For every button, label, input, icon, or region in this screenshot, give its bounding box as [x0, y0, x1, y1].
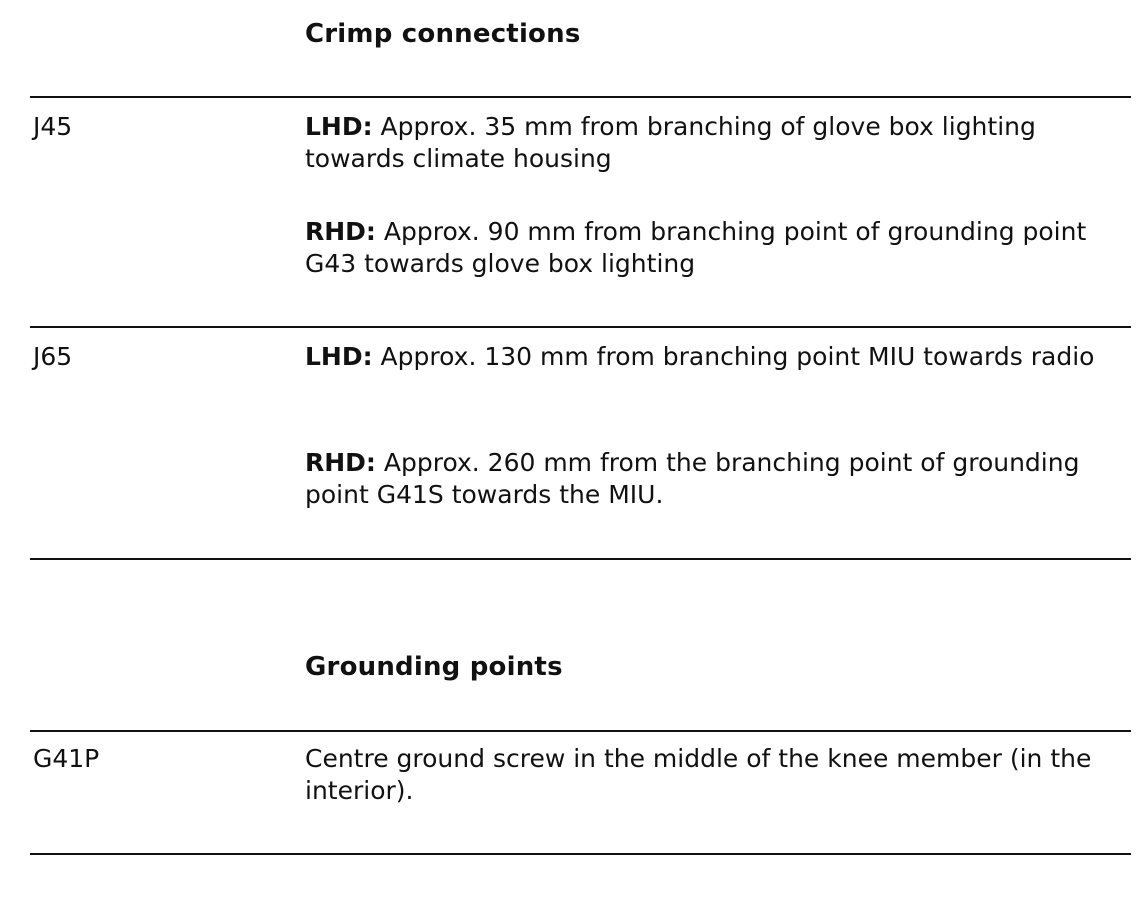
- lhd-label: LHD:: [305, 112, 373, 141]
- g41p-description: Centre ground screw in the middle of the knee member (in the interior).: [305, 744, 1092, 805]
- j45-lhd-description: [305, 111, 1131, 175]
- rhd-text: Approx. 90 mm from branching point of grounding point G43 towards glove box lighting: [305, 217, 1087, 278]
- divider-rule: [30, 558, 1131, 560]
- crimp-code-j65: J65: [33, 342, 73, 371]
- lhd-text: Approx. 130 mm from branching point MIU towards radio: [372, 342, 1095, 371]
- lhd-label: LHD:: [305, 342, 373, 371]
- divider-rule: [30, 853, 1131, 855]
- crimp-code-j45: J45: [33, 112, 73, 141]
- grounding-points-heading: Grounding points: [305, 652, 563, 682]
- j65-lhd-description: [305, 341, 1131, 373]
- rhd-label: RHD:: [305, 217, 376, 246]
- divider-rule: [30, 96, 1131, 98]
- grounding-code-g41p: G41P: [33, 744, 100, 773]
- crimp-connections-heading: Crimp connections: [305, 19, 581, 49]
- divider-rule: [30, 326, 1131, 328]
- j65-rhd-description: [305, 447, 1131, 511]
- rhd-label: RHD:: [305, 448, 376, 477]
- divider-rule: [30, 730, 1131, 732]
- j45-rhd-description: [305, 216, 1131, 280]
- rhd-text: Approx. 260 mm from the branching point of grounding point G41S towards the MIU.: [305, 448, 1080, 509]
- lhd-text: Approx. 35 mm from branching of glove box lighting towards climate housing: [305, 112, 1036, 173]
